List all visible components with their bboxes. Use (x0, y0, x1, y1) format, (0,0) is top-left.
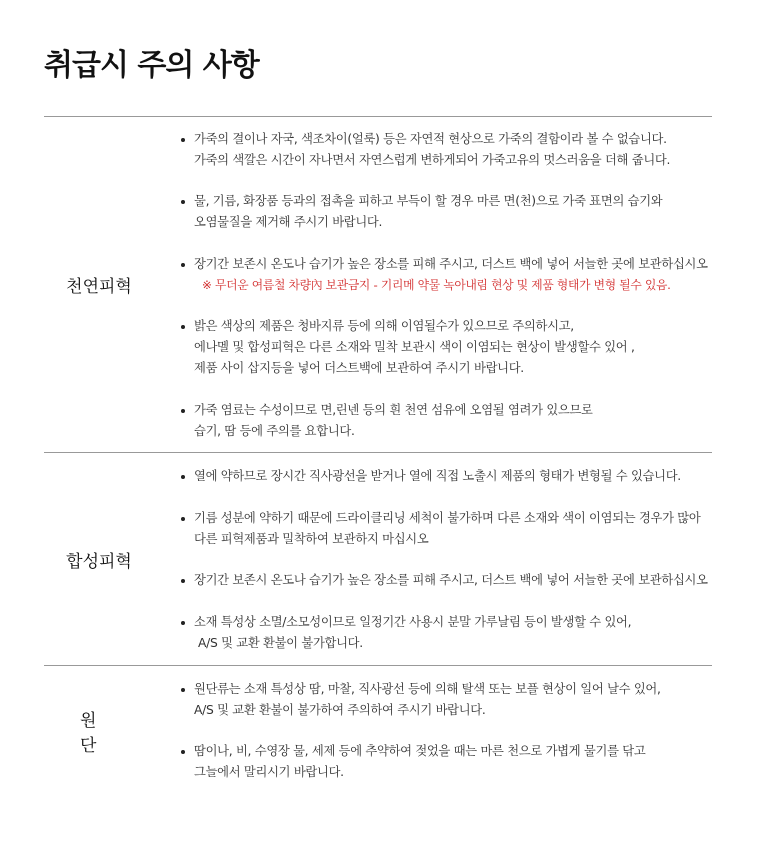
list-item (192, 129, 732, 171)
item-line: 가죽 염료는 수성이므로 면,린넨 등의 흰 천연 섬유에 오염될 염려가 있으므로 (194, 403, 593, 417)
item-line: 에나멜 및 합성피혁은 다른 소재와 밀착 보관시 색이 이염되는 현상이 발생할수 있어 , (194, 340, 635, 354)
item-line: 다른 피혁제품과 밀착하여 보관하지 마십시오 (194, 532, 429, 546)
item-line: 소재 특성상 소멸/소모성이므로 일정기간 사용시 분말 가루날림 등이 발생할 수 있어, (194, 615, 632, 629)
item-line: 장기간 보존시 온도나 습기가 높은 장소를 피해 주시고, 더스트 백에 넣어 서늘한 곳에 보관하십시오 (194, 257, 708, 271)
list-item (192, 400, 732, 442)
section-synthetic-leather (44, 453, 712, 666)
warning-note: ※ 무더운 여름철 차량內 보관금지 - 기리메 약물 녹아내림 현상 및 제품 형태가 변형 될수 있음. (202, 278, 671, 292)
list-item (192, 679, 732, 721)
list-item (192, 191, 732, 233)
section-fabric (44, 666, 712, 796)
list-item (192, 508, 732, 550)
item-line: 물, 기름, 화장품 등과의 접촉을 피하고 부득이 할 경우 마른 면(천)으로 가죽 표면의 습기와 (194, 194, 663, 208)
list-item (192, 741, 732, 783)
list-item (192, 254, 732, 296)
item-line: A/S 및 교환 환불이 불가하여 주의하여 주시기 바랍니다. (194, 703, 486, 717)
item-line: 습기, 땀 등에 주의를 요합니다. (194, 424, 355, 438)
item-line: 기름 성분에 약하기 때문에 드라이클리닝 세척이 불가하며 다른 소재와 색이 이염되는 경우가 많아 (194, 511, 701, 525)
item-line: A/S 및 교환 환불이 불가합니다. (198, 636, 363, 650)
item-line: 가죽의 색깔은 시간이 자나면서 자연스럽게 변하게되어 가죽고유의 멋스러움을 더해 줍니다. (194, 153, 671, 167)
item-line: 오염물질을 제거해 주시기 바랍니다. (194, 215, 383, 229)
item-line: 그늘에서 말리시기 바랍니다. (194, 765, 344, 779)
item-line: 가죽의 결이나 자국, 색조차이(얼룩) 등은 자연적 현상으로 가죽의 결함이라 볼 수 없습니다. (194, 132, 667, 146)
list-item (192, 316, 732, 379)
item-line: 열에 약하므로 장시간 직사광선을 받거나 열에 직접 노출시 제품의 형태가 변형될 수 있습니다. (194, 469, 681, 483)
list-item (192, 612, 732, 654)
page-title: 취급시 주의 사항 (44, 48, 259, 83)
item-line: 땀이나, 비, 수영장 물, 세제 등에 추약하여 젖었을 때는 마른 천으로 가볍게 물기를 닦고 (194, 744, 646, 758)
care-table (44, 116, 712, 796)
item-line: 제품 사이 삽지등을 넣어 더스트백에 보관하여 주시기 바랍니다. (194, 361, 524, 375)
item-line: 원단류는 소재 특성상 땀, 마찰, 직사광선 등에 의해 탈색 또는 보플 현상이 일어 날수 있어, (194, 682, 661, 696)
item-line: 밝은 색상의 제품은 청바지류 등에 의해 이염될수가 있으므로 주의하시고, (194, 319, 574, 333)
section-label: 합성피혁 (66, 551, 132, 572)
section-label: 원단 (80, 711, 133, 756)
list-item (192, 466, 732, 487)
section-label: 천연피혁 (66, 277, 132, 297)
section-natural-leather (44, 117, 712, 453)
item-line: 장기간 보존시 온도나 습기가 높은 장소를 피해 주시고, 더스트 백에 넣어 서늘한 곳에 보관하십시오 (194, 573, 708, 587)
list-item (192, 570, 732, 591)
